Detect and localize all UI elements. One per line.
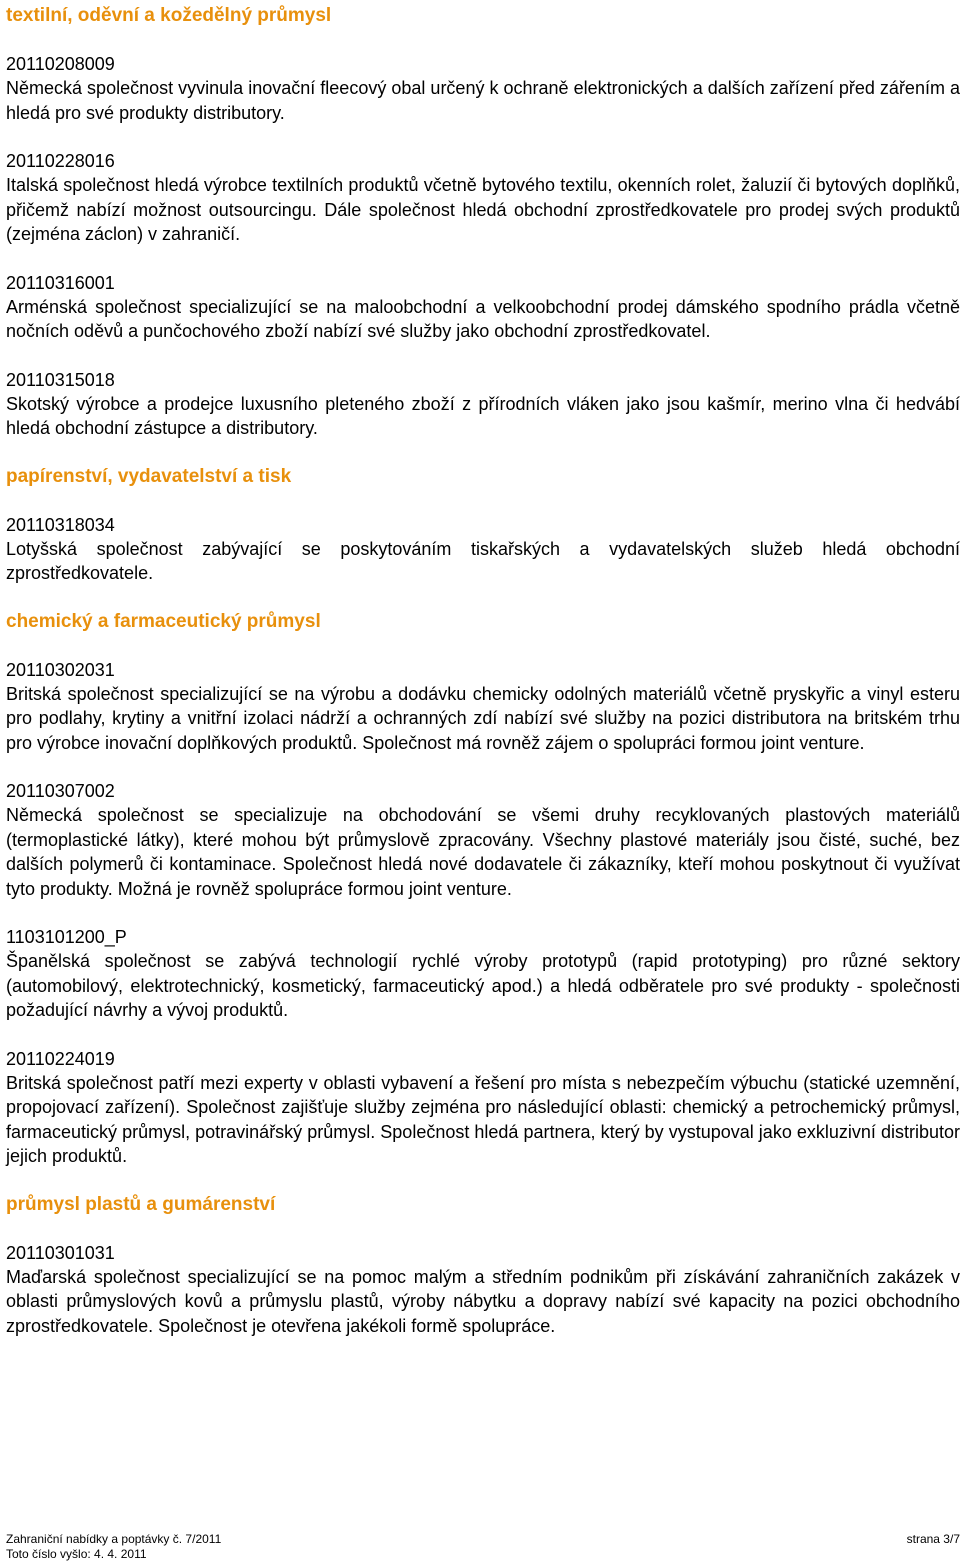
offer-id: 1103101200_P [6, 927, 127, 947]
offer-entry [6, 149, 960, 247]
offer-id: 20110318034 [6, 514, 115, 535]
offer-text: Španělská společnost se zabývá technologií rychlé výroby prototypů (rapid prototyping) pro různé sektory (automobilový, elektrotechnický, kosmetický, farmaceutický apod.) a hledá odběratele pro své produkty - společnosti požadující návrhy a vývoj produktů. [6, 951, 960, 1020]
offer-id: 20110228016 [6, 151, 115, 171]
offer-id: 20110301031 [6, 1242, 115, 1263]
offer-entry [6, 925, 960, 1023]
section-heading: papírenství, vydavatelství a tisk [6, 465, 292, 487]
section-heading: textilní, oděvní a kožedělný průmysl [6, 5, 332, 26]
offer-entry [6, 271, 960, 344]
offer-entry [6, 658, 960, 756]
offer-entry [6, 513, 960, 586]
footer-issue-date: Toto číslo vyšlo: 4. 4. 2011 [6, 1547, 147, 1561]
offer-id: 20110315018 [6, 369, 115, 390]
section-textile [6, 4, 960, 441]
section-heading: průmysl plastů a gumárenství [6, 1193, 276, 1215]
offer-text: Německá společnost vyvinula inovační fleecový obal určený k ochraně elektronických a dalších zařízení před zářením a hledá pro své produkty distributory. [6, 78, 960, 123]
section-heading: chemický a farmaceutický průmysl [6, 610, 321, 632]
offer-id: 20110307002 [6, 781, 115, 801]
offer-text: Skotský výrobce a prodejce luxusního pleteného zboží z přírodních vláken jako jsou kašmír, merino vlna či hedvábí hledá obchodní zástupce a distributory. [6, 393, 960, 438]
section-chemical-pharma [6, 610, 960, 1169]
offer-id: 20110302031 [6, 659, 115, 680]
offer-entry [6, 1047, 960, 1169]
document-body [6, 4, 960, 1362]
footer-publication: Zahraniční nabídky a poptávky č. 7/2011 [6, 1532, 222, 1546]
offer-text: Italská společnost hledá výrobce textilních produktů včetně bytového textilu, okenních rolet, žaluzií či bytových doplňků, přičemž nabízí možnost outsourcingu. Dále společnost hledá obchodní zprostředkovatele pro prodej svých produktů (zejména záclon) v zahraničí. [6, 175, 960, 244]
section-paper-publishing [6, 465, 960, 586]
offer-entry [6, 1241, 960, 1339]
offer-text: Arménská společnost specializující se na maloobchodní a velkoobchodní prodej dámského spodního prádla včetně nočních oděvů a punčochového zboží nabízí své služby jako obchodní zprostředkovatel. [6, 296, 960, 341]
section-plastics-rubber [6, 1193, 960, 1339]
footer-page-number: strana 3/7 [906, 1532, 960, 1546]
page-footer [6, 1532, 960, 1562]
offer-id: 20110208009 [6, 54, 115, 74]
offer-text: Lotyšská společnost zabývající se poskytováním tiskařských a vydavatelských služeb hledá obchodní zprostředkovatele. [6, 538, 960, 583]
offer-entry [6, 368, 960, 441]
offer-entry [6, 52, 960, 125]
offer-text: Maďarská společnost specializující se na pomoc malým a středním podnikům při získávání zahraničních zakázek v oblasti průmyslových kovů a průmyslu plastů, výroby nábytku a dopravy nabízí své kapacity na pozici obchodního zprostředkovatele. Společnost je otevřena jakékoli formě spolupráce. [6, 1266, 960, 1336]
offer-id: 20110224019 [6, 1048, 115, 1069]
offer-id: 20110316001 [6, 272, 115, 293]
offer-text: Britská společnost patří mezi experty v oblasti vybavení a řešení pro místa s nebezpečím výbuchu (statické uzemnění, propojovací zařízení). Společnost zajišťuje služby zejména pro následující oblasti: chemický a petrochemický průmysl, farmaceutický průmysl, potravinářský průmysl. Společnost hledá partnera, který by vystupoval jako exkluzivní distributor jejich produktů. [6, 1072, 960, 1166]
offer-text: Německá společnost se specializuje na obchodování se všemi druhy recyklovaných plastových materiálů (termoplastické látky), které mohou být průmyslově zpracovány. Všechny plastové materiály jsou čisté, suché, bez dalších polymerů či kontaminace. Společnost hledá nové dodavatele či zákazníky, kteří mohou poskytnout či využívat tyto produkty. Možná je rovněž spolupráce formou joint venture. [6, 805, 960, 899]
offer-entry [6, 779, 960, 901]
offer-text: Britská společnost specializující se na výrobu a dodávku chemicky odolných materiálů včetně pryskyřic a vinyl esteru pro podlahy, krytiny a vnitřní izolaci nádrží a ochranných zdí nabízí své služby na pozici distributora na britském trhu pro výrobce inovační doplňkových produktů. Společnost má rovněž zájem o spolupráci formou joint venture. [6, 683, 960, 753]
